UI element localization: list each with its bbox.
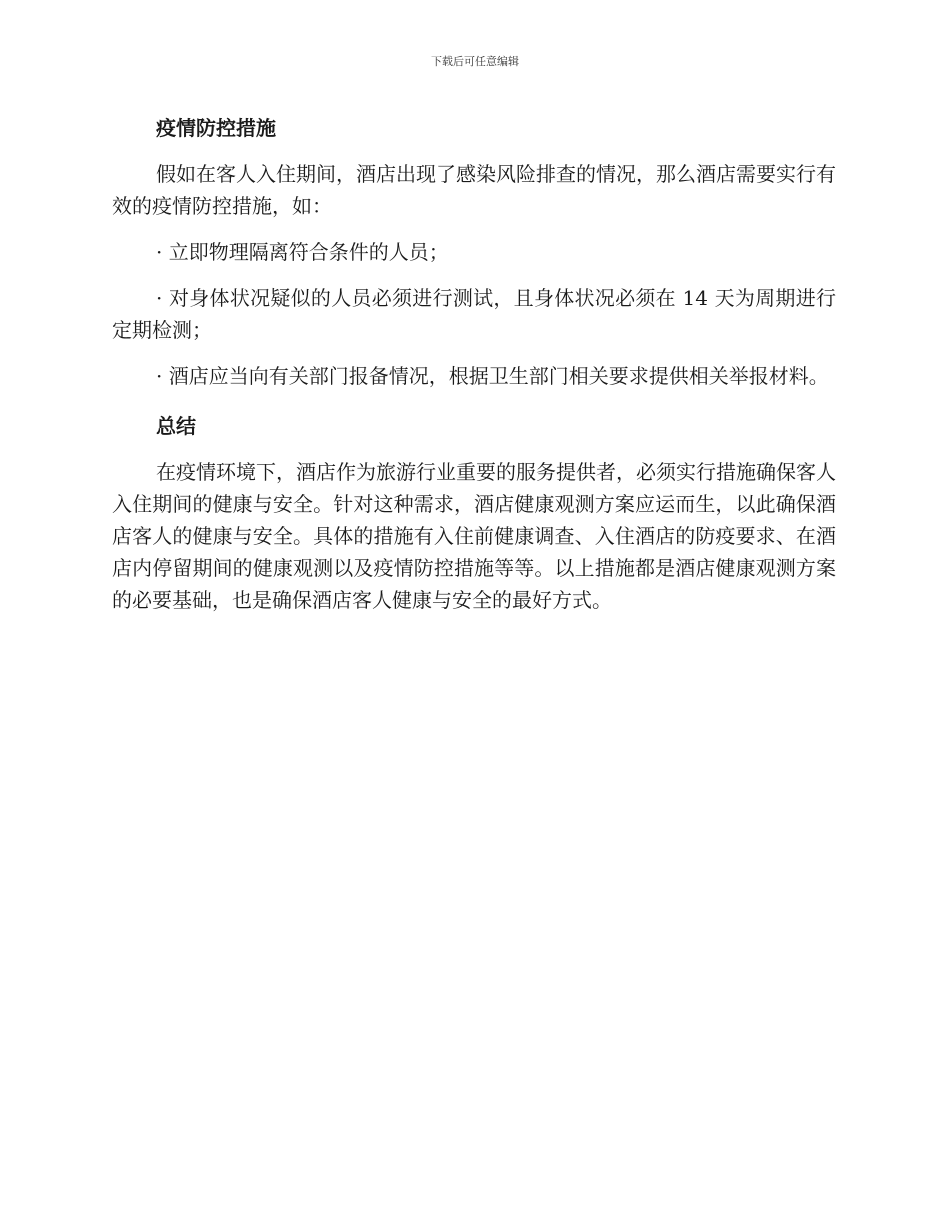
paragraph-intro: 假如在客人入住期间，酒店出现了感染风险排查的情况，那么酒店需要实行有效的疫情防控措施，如：	[112, 162, 836, 218]
page-header: 下载后可任意编辑	[431, 55, 519, 68]
paragraph-summary: 在疫情环境下，酒店作为旅游行业重要的服务提供者，必须实行措施确保客人入住期间的健康与安全。针对这种需求，酒店健康观测方案应运而生，以此确保酒店客人的健康与安全。具体的措施有入住前健康调查、入住酒店的防疫要求、在酒店内停留期间的健康观测以及疫情防控措施等等。以上措施都是酒店健康观测方案的必要基础，也是确保酒店客人健康与安全的最好方式。	[112, 460, 836, 612]
bullet-testing: · 对身体状况疑似的人员必须进行测试，且身体状况必须在 14 天为周期进行定期检测；	[112, 286, 836, 342]
section-heading-epidemic-measures: 疫情防控措施	[156, 116, 276, 140]
bullet-report: · 酒店应当向有关部门报备情况，根据卫生部门相关要求提供相关举报材料。	[156, 364, 829, 388]
document-body	[112, 112, 836, 630]
section-heading-summary: 总结	[156, 414, 196, 438]
bullet-isolation: · 立即物理隔离符合条件的人员；	[156, 240, 449, 264]
